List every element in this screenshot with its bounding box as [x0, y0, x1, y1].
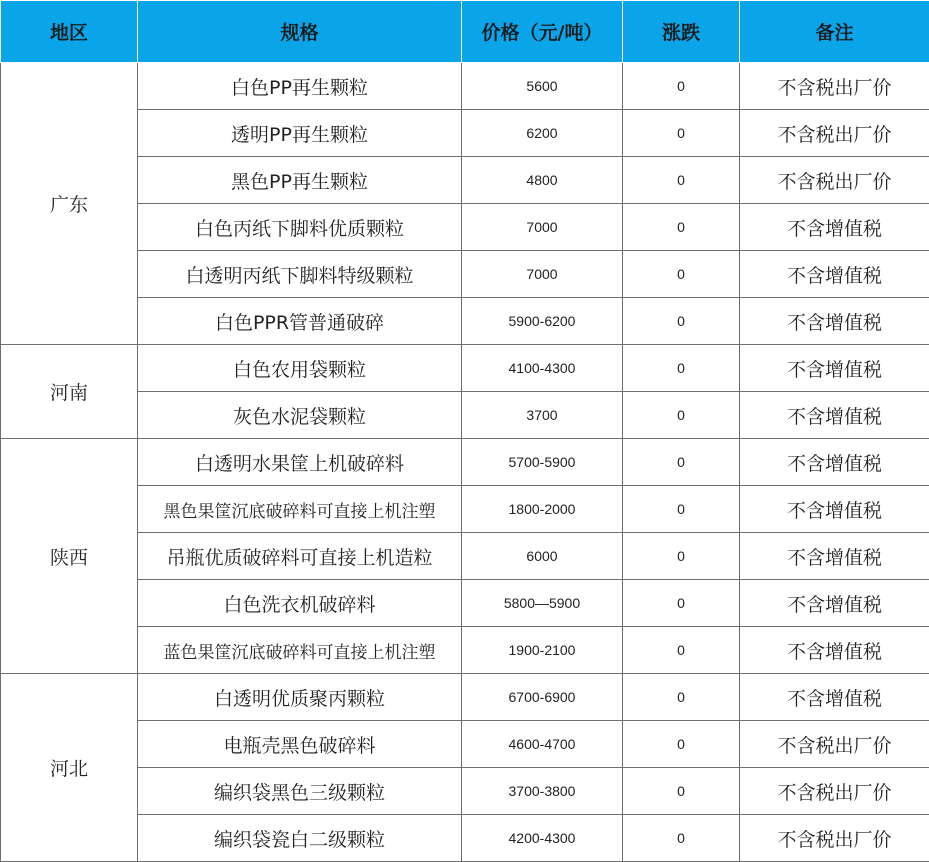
note-cell: 不含增值税 [740, 204, 929, 251]
spec-cell: 白透明水果筐上机破碎料 [138, 439, 462, 486]
note-cell: 不含税出厂价 [740, 157, 929, 204]
table-row [1, 157, 929, 204]
header-note: 备注 [740, 1, 929, 63]
note-cell: 不含增值税 [740, 251, 929, 298]
table-row [1, 204, 929, 251]
price-cell: 3700-3800 [462, 768, 623, 815]
price-cell: 6000 [462, 533, 623, 580]
region-cell: 陕西 [1, 439, 138, 674]
spec-cell: 黑色果筐沉底破碎料可直接上机注塑 [138, 486, 462, 533]
price-cell: 3700 [462, 392, 623, 439]
price-cell: 4600-4700 [462, 721, 623, 768]
table-body [1, 63, 929, 862]
note-cell: 不含增值税 [740, 533, 929, 580]
note-cell: 不含增值税 [740, 486, 929, 533]
price-cell: 7000 [462, 251, 623, 298]
spec-cell: 编织袋黑色三级颗粒 [138, 768, 462, 815]
price-cell: 4100-4300 [462, 345, 623, 392]
change-cell: 0 [623, 768, 740, 815]
table-row [1, 533, 929, 580]
price-cell: 1800-2000 [462, 486, 623, 533]
header-region: 地区 [1, 1, 138, 63]
table-row [1, 627, 929, 674]
note-cell: 不含税出厂价 [740, 768, 929, 815]
price-cell: 6700-6900 [462, 674, 623, 721]
change-cell: 0 [623, 486, 740, 533]
price-cell: 4800 [462, 157, 623, 204]
price-cell: 7000 [462, 204, 623, 251]
note-cell: 不含增值税 [740, 298, 929, 345]
region-cell: 河南 [1, 345, 138, 439]
table-row [1, 63, 929, 110]
note-cell: 不含增值税 [740, 580, 929, 627]
change-cell: 0 [623, 439, 740, 486]
table-row [1, 345, 929, 392]
header-spec: 规格 [138, 1, 462, 63]
spec-cell: 白色洗衣机破碎料 [138, 580, 462, 627]
spec-cell: 吊瓶优质破碎料可直接上机造粒 [138, 533, 462, 580]
spec-cell: 黑色PP再生颗粒 [138, 157, 462, 204]
change-cell: 0 [623, 298, 740, 345]
note-cell: 不含税出厂价 [740, 815, 929, 862]
note-cell: 不含增值税 [740, 439, 929, 486]
price-cell: 1900-2100 [462, 627, 623, 674]
price-cell: 6200 [462, 110, 623, 157]
change-cell: 0 [623, 580, 740, 627]
spec-cell: 白色农用袋颗粒 [138, 345, 462, 392]
spec-cell: 白色PPR管普通破碎 [138, 298, 462, 345]
change-cell: 0 [623, 721, 740, 768]
price-cell: 4200-4300 [462, 815, 623, 862]
table-row [1, 580, 929, 627]
change-cell: 0 [623, 815, 740, 862]
spec-cell: 白透明丙纸下脚料特级颗粒 [138, 251, 462, 298]
change-cell: 0 [623, 63, 740, 110]
spec-cell: 白色丙纸下脚料优质颗粒 [138, 204, 462, 251]
note-cell: 不含增值税 [740, 627, 929, 674]
change-cell: 0 [623, 251, 740, 298]
table-header [1, 1, 929, 63]
change-cell: 0 [623, 110, 740, 157]
price-cell: 5600 [462, 63, 623, 110]
spec-cell: 电瓶壳黑色破碎料 [138, 721, 462, 768]
note-cell: 不含增值税 [740, 392, 929, 439]
table-row [1, 110, 929, 157]
note-cell: 不含增值税 [740, 345, 929, 392]
table-row [1, 674, 929, 721]
spec-cell: 白透明优质聚丙颗粒 [138, 674, 462, 721]
region-cell: 广东 [1, 63, 138, 345]
table-row [1, 815, 929, 862]
price-cell: 5900-6200 [462, 298, 623, 345]
change-cell: 0 [623, 157, 740, 204]
table-row [1, 298, 929, 345]
change-cell: 0 [623, 204, 740, 251]
header-price: 价格（元/吨） [462, 1, 623, 63]
table-row [1, 392, 929, 439]
change-cell: 0 [623, 627, 740, 674]
note-cell: 不含税出厂价 [740, 721, 929, 768]
spec-cell: 编织袋瓷白二级颗粒 [138, 815, 462, 862]
region-cell: 河北 [1, 674, 138, 862]
table-row [1, 439, 929, 486]
change-cell: 0 [623, 674, 740, 721]
header-row [1, 1, 929, 63]
change-cell: 0 [623, 345, 740, 392]
price-cell: 5800—5900 [462, 580, 623, 627]
spec-cell: 灰色水泥袋颗粒 [138, 392, 462, 439]
spec-cell: 白色PP再生颗粒 [138, 63, 462, 110]
table-row [1, 721, 929, 768]
spec-cell: 蓝色果筐沉底破碎料可直接上机注塑 [138, 627, 462, 674]
table-row [1, 251, 929, 298]
table-row [1, 486, 929, 533]
note-cell: 不含增值税 [740, 674, 929, 721]
note-cell: 不含税出厂价 [740, 110, 929, 157]
header-change: 涨跌 [623, 1, 740, 63]
change-cell: 0 [623, 392, 740, 439]
price-cell: 5700-5900 [462, 439, 623, 486]
table-row [1, 768, 929, 815]
change-cell: 0 [623, 533, 740, 580]
spec-cell: 透明PP再生颗粒 [138, 110, 462, 157]
note-cell: 不含税出厂价 [740, 63, 929, 110]
